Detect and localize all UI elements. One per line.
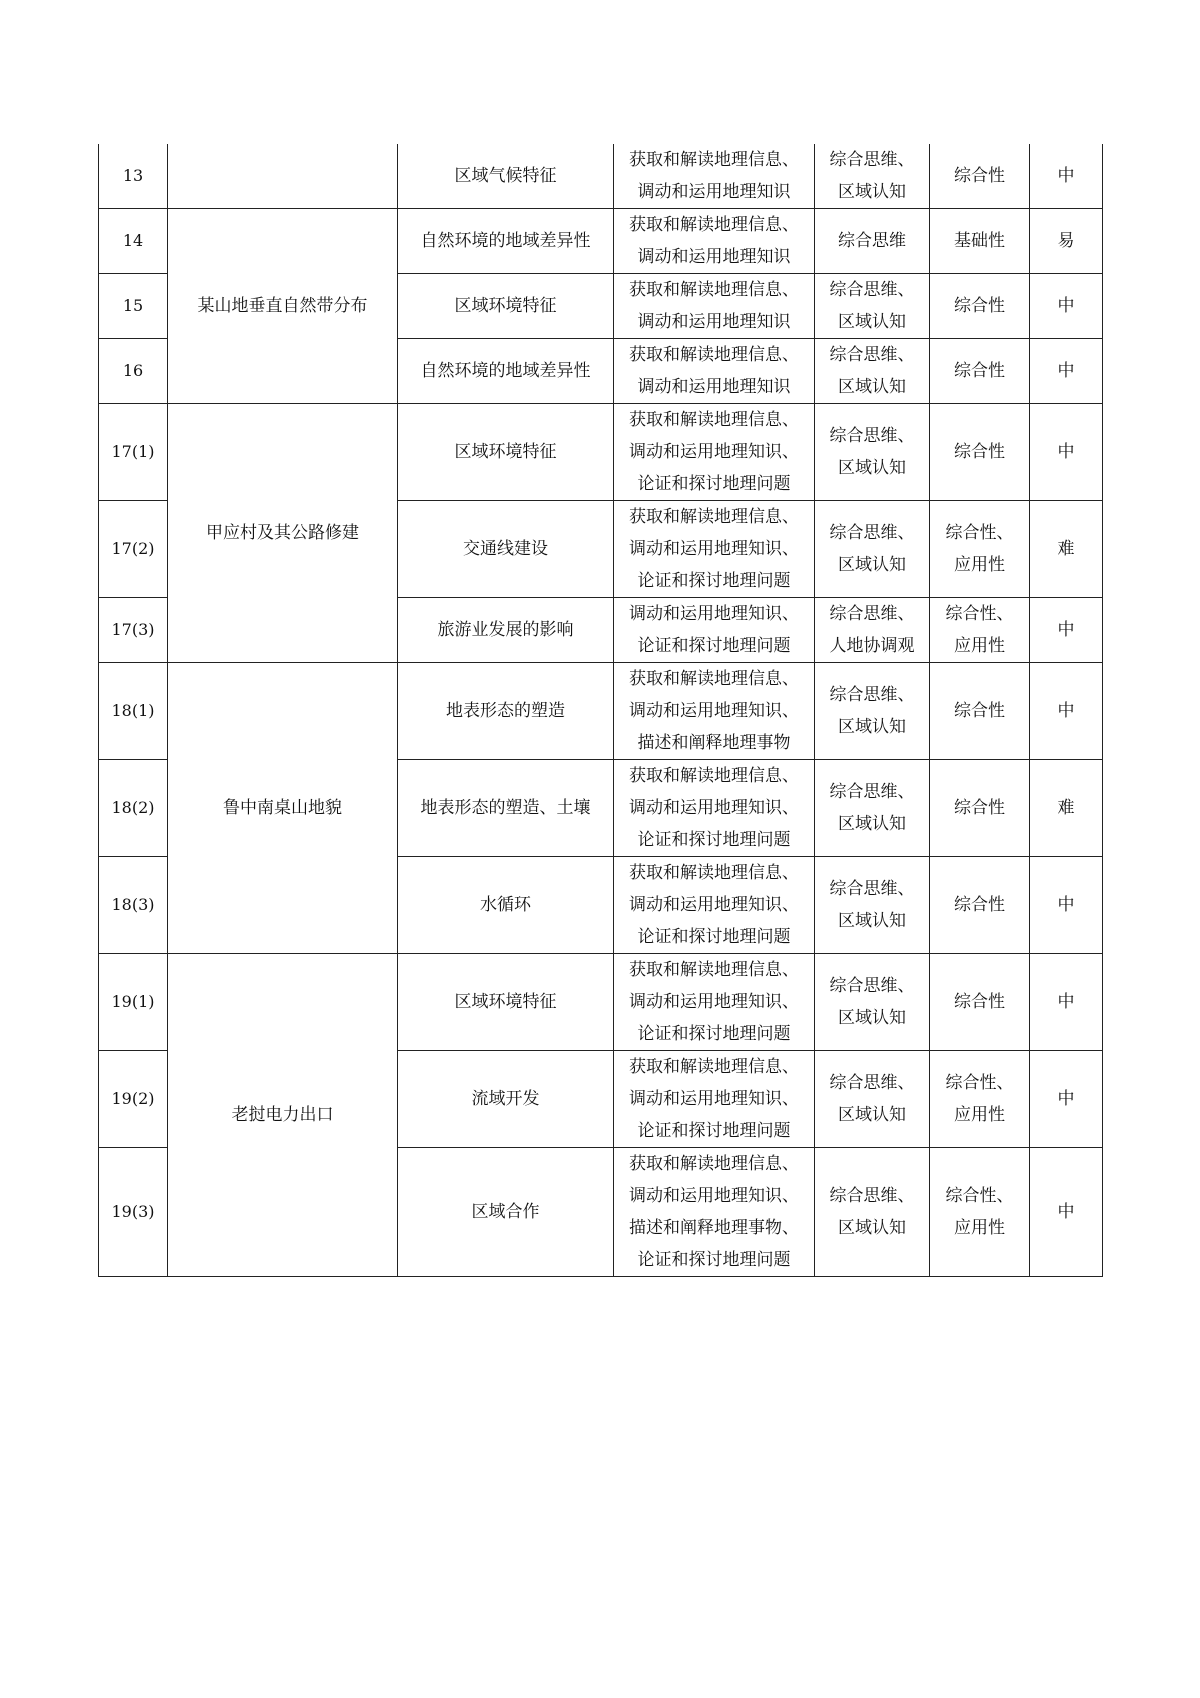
cell-line: 区域认知 — [838, 555, 906, 575]
requirement-cell — [930, 1148, 1030, 1277]
topic-cell: 某山地垂直自然带分布 — [168, 209, 398, 404]
difficulty-cell: 中 — [1030, 1148, 1103, 1277]
cell-line: 综合性 — [954, 361, 1005, 381]
cell-line: 获取和解读地理信息、 — [629, 507, 799, 527]
cell-line: 综合思维、 — [829, 345, 915, 365]
literacy-cell — [815, 857, 930, 954]
cell-line: 调动和运用地理知识、 — [629, 992, 799, 1012]
cell-line: 论证和探讨地理问题 — [637, 1250, 791, 1270]
cell-line: 获取和解读地理信息、 — [629, 863, 799, 883]
table-row — [99, 144, 1103, 209]
cell-line: 区域认知 — [838, 717, 906, 737]
table-body — [99, 144, 1103, 1277]
cell-line: 区域认知 — [838, 1218, 906, 1238]
cell-line: 综合性 — [954, 166, 1005, 186]
topic-cell: 甲应村及其公路修建 — [168, 404, 398, 663]
literacy-cell — [815, 501, 930, 598]
cell-line: 综合思维、 — [829, 976, 915, 996]
cell-line: 论证和探讨地理问题 — [637, 636, 791, 656]
requirement-cell — [930, 209, 1030, 274]
ability-cell — [614, 663, 815, 760]
ability-cell — [614, 274, 815, 339]
knowledge-cell: 水循环 — [398, 857, 614, 954]
cell-line: 论证和探讨地理问题 — [637, 927, 791, 947]
requirement-cell — [930, 598, 1030, 663]
cell-line: 论证和探讨地理问题 — [637, 571, 791, 591]
literacy-cell — [815, 663, 930, 760]
cell-line: 获取和解读地理信息、 — [629, 215, 799, 235]
difficulty-cell: 中 — [1030, 598, 1103, 663]
cell-line: 基础性 — [954, 231, 1005, 251]
ability-cell — [614, 857, 815, 954]
difficulty-cell: 易 — [1030, 209, 1103, 274]
ability-cell — [614, 1051, 815, 1148]
cell-line: 综合性 — [954, 992, 1005, 1012]
question-number-cell: 13 — [99, 144, 168, 209]
literacy-cell — [815, 1051, 930, 1148]
knowledge-cell: 区域合作 — [398, 1148, 614, 1277]
cell-line: 区域认知 — [838, 377, 906, 397]
difficulty-cell: 难 — [1030, 760, 1103, 857]
ability-cell — [614, 404, 815, 501]
cell-line: 获取和解读地理信息、 — [629, 345, 799, 365]
cell-line: 综合性 — [954, 296, 1005, 316]
question-number-cell: 14 — [99, 209, 168, 274]
cell-line: 应用性 — [954, 636, 1005, 656]
requirement-cell — [930, 501, 1030, 598]
cell-line: 调动和运用地理知识、 — [629, 442, 799, 462]
difficulty-cell: 中 — [1030, 274, 1103, 339]
requirement-cell — [930, 144, 1030, 209]
cell-line: 调动和运用地理知识 — [637, 182, 791, 202]
exam-analysis-table — [98, 144, 1103, 1277]
difficulty-cell: 中 — [1030, 339, 1103, 404]
difficulty-cell: 中 — [1030, 954, 1103, 1051]
cell-line: 应用性 — [954, 555, 1005, 575]
literacy-cell — [815, 1148, 930, 1277]
ability-cell — [614, 760, 815, 857]
requirement-cell — [930, 954, 1030, 1051]
literacy-cell — [815, 339, 930, 404]
literacy-cell — [815, 954, 930, 1051]
cell-line: 区域认知 — [838, 182, 906, 202]
knowledge-cell: 区域环境特征 — [398, 954, 614, 1051]
cell-line: 调动和运用地理知识 — [637, 312, 791, 332]
cell-line: 调动和运用地理知识、 — [629, 604, 799, 624]
question-number-cell: 16 — [99, 339, 168, 404]
knowledge-cell: 区域气候特征 — [398, 144, 614, 209]
cell-line: 区域认知 — [838, 458, 906, 478]
cell-line: 论证和探讨地理问题 — [637, 1121, 791, 1141]
question-number-cell: 19(1) — [99, 954, 168, 1051]
cell-line: 综合性 — [954, 798, 1005, 818]
literacy-cell — [815, 209, 930, 274]
cell-line: 综合性、 — [945, 604, 1014, 624]
cell-line: 区域认知 — [838, 814, 906, 834]
question-number-cell: 18(2) — [99, 760, 168, 857]
ability-cell — [614, 209, 815, 274]
difficulty-cell: 中 — [1030, 404, 1103, 501]
cell-line: 区域认知 — [838, 1008, 906, 1028]
ability-cell — [614, 598, 815, 663]
cell-line: 获取和解读地理信息、 — [629, 960, 799, 980]
ability-cell — [614, 144, 815, 209]
cell-line: 获取和解读地理信息、 — [629, 766, 799, 786]
difficulty-cell: 中 — [1030, 663, 1103, 760]
literacy-cell — [815, 144, 930, 209]
question-number-cell: 17(1) — [99, 404, 168, 501]
literacy-cell — [815, 274, 930, 339]
cell-line: 描述和阐释地理事物、 — [629, 1218, 799, 1238]
cell-line: 应用性 — [954, 1218, 1005, 1238]
cell-line: 获取和解读地理信息、 — [629, 1154, 799, 1174]
cell-line: 综合思维、 — [829, 426, 915, 446]
cell-line: 应用性 — [954, 1105, 1005, 1125]
requirement-cell — [930, 339, 1030, 404]
requirement-cell — [930, 760, 1030, 857]
cell-line: 综合思维、 — [829, 1073, 915, 1093]
ability-cell — [614, 1148, 815, 1277]
table-row — [99, 663, 1103, 760]
question-number-cell: 18(3) — [99, 857, 168, 954]
cell-line: 获取和解读地理信息、 — [629, 1057, 799, 1077]
question-number-cell: 15 — [99, 274, 168, 339]
knowledge-cell: 地表形态的塑造 — [398, 663, 614, 760]
cell-line: 综合思维、 — [829, 280, 915, 300]
ability-cell — [614, 954, 815, 1051]
requirement-cell — [930, 404, 1030, 501]
literacy-cell — [815, 598, 930, 663]
cell-line: 调动和运用地理知识、 — [629, 539, 799, 559]
knowledge-cell: 流域开发 — [398, 1051, 614, 1148]
cell-line: 论证和探讨地理问题 — [637, 474, 791, 494]
difficulty-cell: 中 — [1030, 144, 1103, 209]
cell-line: 论证和探讨地理问题 — [637, 1024, 791, 1044]
cell-line: 获取和解读地理信息、 — [629, 669, 799, 689]
ability-cell — [614, 339, 815, 404]
cell-line: 综合思维 — [838, 231, 906, 251]
requirement-cell — [930, 274, 1030, 339]
ability-cell — [614, 501, 815, 598]
table-row — [99, 404, 1103, 501]
cell-line: 综合性 — [954, 895, 1005, 915]
cell-line: 综合思维、 — [829, 150, 915, 170]
cell-line: 获取和解读地理信息、 — [629, 410, 799, 430]
table-row — [99, 954, 1103, 1051]
table-row — [99, 209, 1103, 274]
cell-line: 区域认知 — [838, 911, 906, 931]
knowledge-cell: 交通线建设 — [398, 501, 614, 598]
cell-line: 综合性、 — [945, 1186, 1014, 1206]
topic-cell — [168, 144, 398, 209]
question-number-cell: 19(3) — [99, 1148, 168, 1277]
difficulty-cell: 中 — [1030, 857, 1103, 954]
question-number-cell: 17(3) — [99, 598, 168, 663]
cell-line: 调动和运用地理知识、 — [629, 701, 799, 721]
cell-line: 调动和运用地理知识、 — [629, 798, 799, 818]
knowledge-cell: 自然环境的地域差异性 — [398, 339, 614, 404]
cell-line: 综合性、 — [945, 523, 1014, 543]
cell-line: 综合思维、 — [829, 1186, 915, 1206]
cell-line: 描述和阐释地理事物 — [637, 733, 791, 753]
knowledge-cell: 地表形态的塑造、土壤 — [398, 760, 614, 857]
knowledge-cell: 区域环境特征 — [398, 274, 614, 339]
cell-line: 论证和探讨地理问题 — [637, 830, 791, 850]
requirement-cell — [930, 857, 1030, 954]
cell-line: 调动和运用地理知识、 — [629, 895, 799, 915]
cell-line: 综合性 — [954, 442, 1005, 462]
knowledge-cell: 旅游业发展的影响 — [398, 598, 614, 663]
cell-line: 综合思维、 — [829, 879, 915, 899]
difficulty-cell: 难 — [1030, 501, 1103, 598]
cell-line: 获取和解读地理信息、 — [629, 150, 799, 170]
cell-line: 综合思维、 — [829, 782, 915, 802]
cell-line: 调动和运用地理知识 — [637, 247, 791, 267]
cell-line: 区域认知 — [838, 312, 906, 332]
cell-line: 调动和运用地理知识、 — [629, 1089, 799, 1109]
cell-line: 调动和运用地理知识、 — [629, 1186, 799, 1206]
question-number-cell: 18(1) — [99, 663, 168, 760]
cell-line: 区域认知 — [838, 1105, 906, 1125]
cell-line: 人地协调观 — [829, 636, 915, 656]
cell-line: 综合思维、 — [829, 523, 915, 543]
literacy-cell — [815, 404, 930, 501]
cell-line: 综合性、 — [945, 1073, 1014, 1093]
topic-cell: 鲁中南桌山地貌 — [168, 663, 398, 954]
difficulty-cell: 中 — [1030, 1051, 1103, 1148]
cell-line: 获取和解读地理信息、 — [629, 280, 799, 300]
knowledge-cell: 自然环境的地域差异性 — [398, 209, 614, 274]
cell-line: 调动和运用地理知识 — [637, 377, 791, 397]
cell-line: 综合思维、 — [829, 685, 915, 705]
question-number-cell: 19(2) — [99, 1051, 168, 1148]
requirement-cell — [930, 663, 1030, 760]
topic-cell: 老挝电力出口 — [168, 954, 398, 1277]
knowledge-cell: 区域环境特征 — [398, 404, 614, 501]
requirement-cell — [930, 1051, 1030, 1148]
literacy-cell — [815, 760, 930, 857]
question-number-cell: 17(2) — [99, 501, 168, 598]
cell-line: 综合性 — [954, 701, 1005, 721]
cell-line: 综合思维、 — [829, 604, 915, 624]
